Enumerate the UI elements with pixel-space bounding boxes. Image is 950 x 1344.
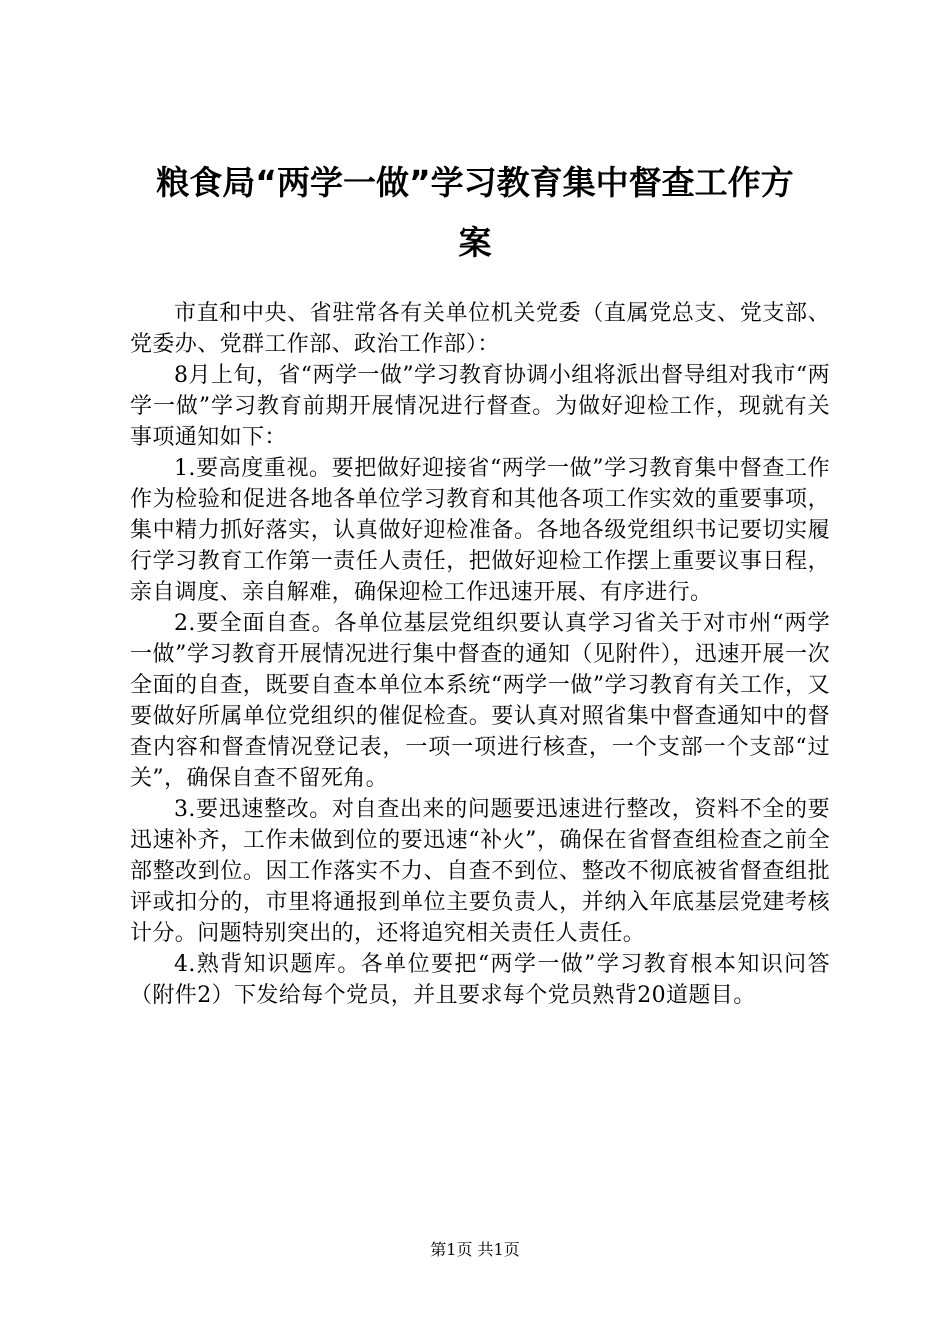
document-title-line-1: 粮食局“两学一做”学习教育集中督查工作方 [156,163,794,202]
item-1-paragraph: 1.要高度重视。要把做好迎接省“两学一做”学习教育集中督查工作作为检验和促进各地各单位学习教育和其他各项工作实效的重要事项，集中精力抓好落实，认真做好迎检准备。各地各级党组织书记要切实履行学习教育工作第一责任人责任，把做好迎检工作摆上重要议事日程，亲自调度、亲自解难，确保迎检工作迅速开展、有序进行。 [130,456,830,605]
document-body [130,298,830,1011]
intro-paragraph: 8月上旬，省“两学一做”学习教育协调小组将派出督导组对我市“两学一做”学习教育前期开展情况进行督查。为做好迎检工作，现就有关事项通知如下： [130,363,830,450]
document-title-line-2: 案 [458,223,492,262]
item-4-paragraph: 4.熟背知识题库。各单位要把“两学一做”学习教育根本知识问答（附件2）下发给每个党员，并且要求每个党员熟背20道题目。 [130,952,830,1008]
page-footer: 第1页 共1页 [430,1240,520,1259]
item-2-paragraph: 2.要全面自查。各单位基层党组织要认真学习省关于对市州“两学一做”学习教育开展情况进行集中督查的通知（见附件），迅速开展一次全面的自查，既要自查本单位本系统“两学一做”学习教育有关工作，又要做好所属单位党组织的催促检查。要认真对照省集中督查通知中的督查内容和督查情况登记表，一项一项进行核查，一个支部一个支部“过关”，确保自查不留死角。 [130,611,830,791]
item-3-paragraph: 3.要迅速整改。对自查出来的问题要迅速进行整改，资料不全的要迅速补齐，工作未做到位的要迅速“补火”，确保在省督查组检查之前全部整改到位。因工作落实不力、自查不到位、整改不彻底被省督查组批评或扣分的，市里将通报到单位主要负责人，并纳入年底基层党建考核计分。问题特别突出的，还将追究相关责任人责任。 [130,797,830,946]
salutation-paragraph: 市直和中央、省驻常各有关单位机关党委（直属党总支、党支部、党委办、党群工作部、政治工作部）： [130,301,830,357]
